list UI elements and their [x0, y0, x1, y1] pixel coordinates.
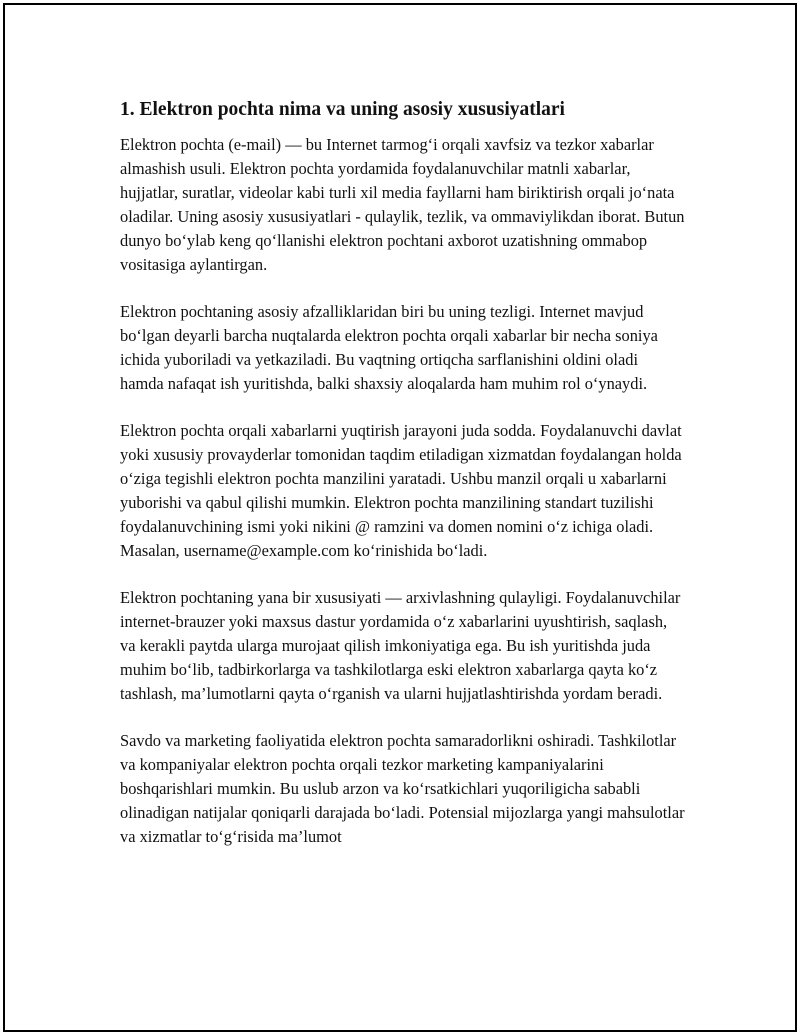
- paragraph-intro: Elektron pochta (e-mail) — bu Internet tarmog‘i orqali xavfsiz va tezkor xabarlar almashish usuli. Elektron pochta yordamida foydalanuvchilar matnli xabarlar, hujjatlar, suratlar, videolar kabi turli xil media fayllarni ham biriktirish orqali jo‘nata oladilar. Uning asosiy xususiyatlari - qulaylik, tezlik, va ommaviylikdan iborat. Butun dunyo bo‘ylab keng qo‘llanishi elektron pochtani axborot uzatishning ommabop vositasiga aylantirgan.: [120, 135, 685, 274]
- paragraph-address: Elektron pochta orqali xabarlarni yuqtirish jarayoni juda sodda. Foydalanuvchi davlat yoki xususiy provayderlar tomonidan taqdim etiladigan xizmatdan foydalangan holda o‘ziga tegishli elektron pochta manzilini yaratadi. Ushbu manzil orqali u xabarlarni yuborishi va qabul qilishi mumkin. Elektron pochta manzilining standart tuzilishi foydalanuvchining ismi yoki nikini @ ramzini va domen nomini o‘z ichiga oladi. Masalan, username@example.com ko‘rinishida bo‘ladi.: [120, 421, 682, 560]
- paragraph-speed: Elektron pochtaning asosiy afzalliklaridan biri bu uning tezligi. Internet mavjud bo‘lgan deyarli barcha nuqtalarda elektron pochta orqali xabarlar bir necha soniya ichida yuboriladi va yetkaziladi. Bu vaqtning ortiqcha sarflanishini oldini oladi hamda nafaqat ish yuritishda, balki shaxsiy aloqalarda ham muhim rol o‘ynaydi.: [120, 302, 658, 393]
- document-body: [120, 97, 710, 872]
- paragraph-archiving: Elektron pochtaning yana bir xususiyati — arxivlashning qulayligi. Foydalanuvchilar internet-brauzer yoki maxsus dastur yordamida o‘z xabarlarini uyushtirish, saqlash, va kerakli paytda ularga murojaat qilish imkoniyatiga ega. Bu ish yuritishda juda muhim bo‘lib, tadbirkorlarga va tashkilotlarga eski elektron xabarlarga qayta ko‘z tashlash, ma’lumotlarni qayta o‘rganish va ularni hujjatlashtirishda yordam beradi.: [120, 588, 681, 703]
- paragraph-marketing: Savdo va marketing faoliyatida elektron pochta samaradorlikni oshiradi. Tashkilotlar va kompaniyalar elektron pochta orqali tezkor marketing kampaniyalarini boshqarishlari mumkin. Bu uslub arzon va ko‘rsatkichlari yuqoriligicha sababli olinadigan natijalar qoniqarli darajada bo‘ladi. Potensial mijozlarga yangi mahsulotlar va xizmatlar to‘g‘risida ma’lumot: [120, 731, 685, 846]
- document-page: [3, 3, 797, 1032]
- section-heading: 1. Elektron pochta nima va uning asosiy xususiyatlari: [120, 99, 565, 120]
